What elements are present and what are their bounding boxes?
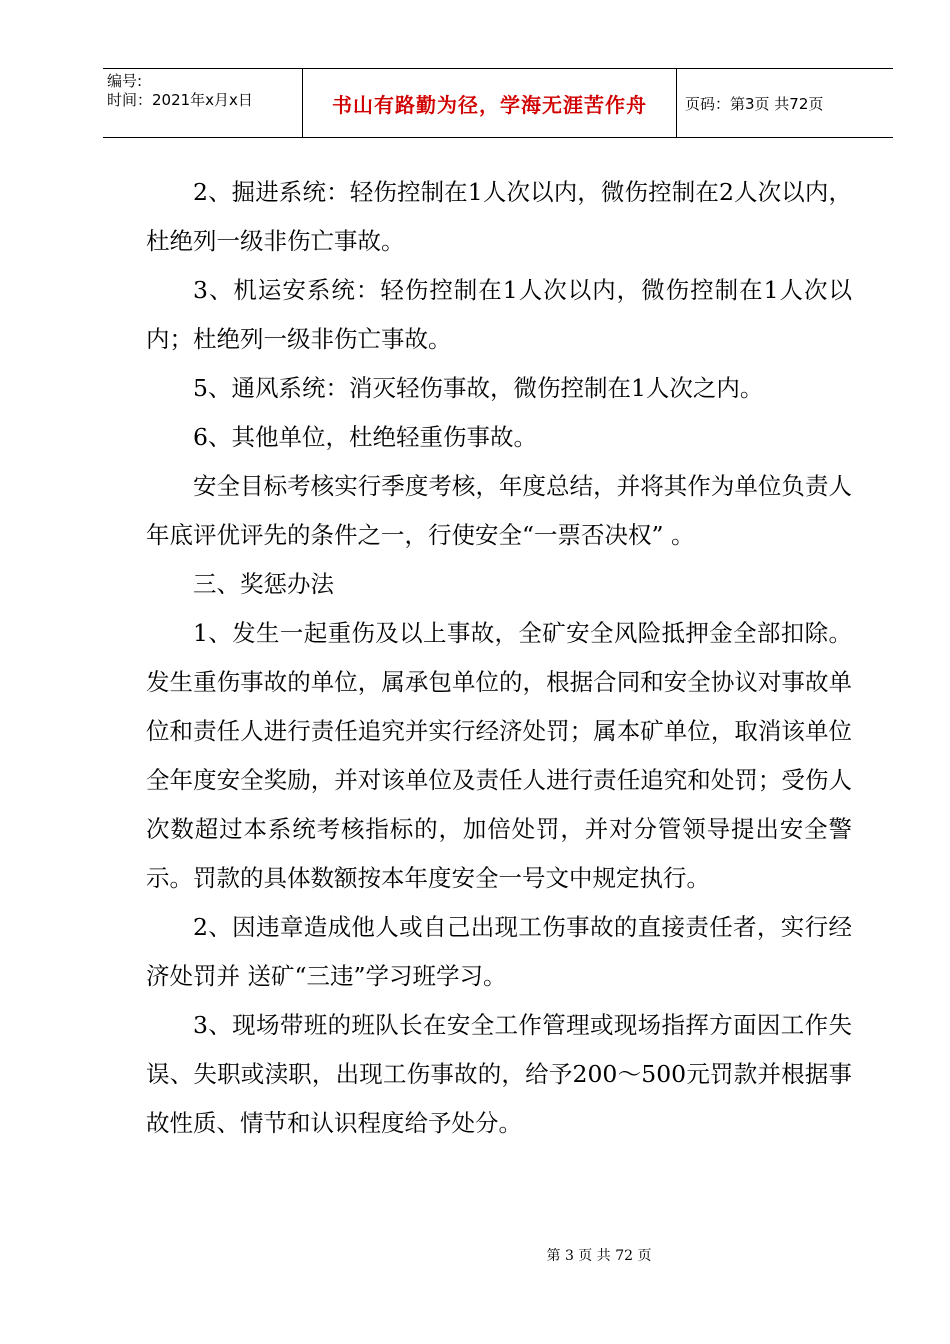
- paragraph: 6、其他单位，杜绝轻重伤事故。: [193, 423, 537, 451]
- footer-page-number: 第 3 页 共 72 页: [546, 1248, 652, 1264]
- paragraph: 2、掘进系统：轻伤控制在1人次以内，微伤控制在2人次以内，杜绝列一级非伤亡事故。: [146, 178, 852, 255]
- paragraph: 3、现场带班的班队长在安全工作管理或现场指挥方面因工作失误、失职或渎职，出现工伤事故的，给予200～500元罚款并根据事故性质、情节和认识程度给予处分。: [146, 1011, 852, 1137]
- header-motto-cell: [303, 69, 677, 137]
- paragraph: 1、发生一起重伤及以上事故，全矿安全风险抵押金全部扣除。发生重伤事故的单位，属承包单位的，根据合同和安全协议对事故单位和责任人进行责任追究并实行经济处罚；属本矿单位，取消该单位全年度安全奖励，并对该单位及责任人进行责任追究和处罚；受伤人次数超过本系统考核指标的，加倍处罚，并对分管领导提出安全警示。罚款的具体数额按本年度安全一号文中规定执行。: [146, 619, 852, 892]
- document-body: [146, 168, 852, 1148]
- paragraph: 5、通风系统：消灭轻伤事故，微伤控制在1人次之内。: [193, 374, 764, 402]
- paragraph: 2、因违章造成他人或自己出现工伤事故的直接责任者，实行经济处罚并 送矿“三违”学习班学习。: [146, 913, 852, 990]
- paragraph: 3、机运安系统：轻伤控制在1人次以内，微伤控制在1人次以内；杜绝列一级非伤亡事故。: [146, 276, 852, 353]
- header-page-number: 页码：第3页 共72页: [685, 94, 824, 113]
- paragraph: 安全目标考核实行季度考核，年度总结，并将其作为单位负责人年底评优评先的条件之一，行使安全“一票否决权” 。: [146, 472, 852, 549]
- header-meta: [103, 69, 303, 137]
- page-header: [103, 68, 893, 138]
- page-footer: [0, 1245, 950, 1265]
- header-page-cell: [677, 69, 893, 137]
- document-number-label: 编号:: [107, 72, 143, 90]
- header-motto: 书山有路勤为径，学海无涯苦作舟: [332, 92, 647, 117]
- section-heading: 三、奖惩办法: [193, 570, 334, 598]
- document-time-label: 时间：2021年x月x日: [107, 91, 253, 109]
